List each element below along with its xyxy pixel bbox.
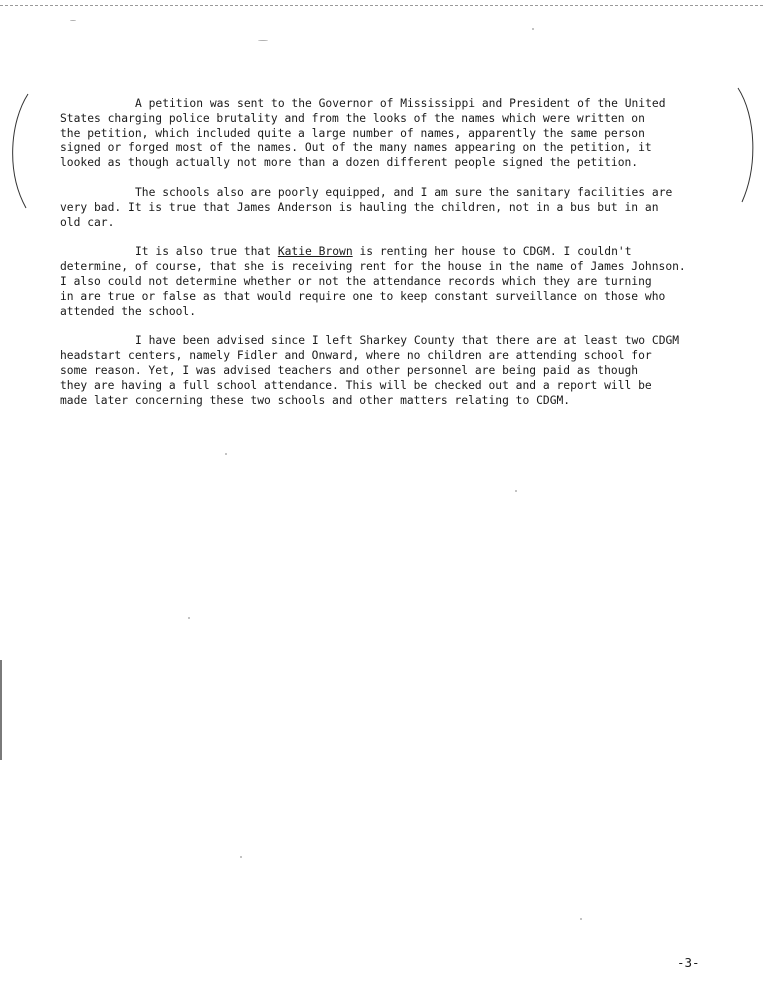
scan-speck <box>532 28 534 30</box>
paragraph-renting <box>60 245 750 319</box>
document-body <box>60 97 750 423</box>
text-line: States charging police brutality and from the looks of the names which were written on <box>60 111 645 125</box>
scan-speck <box>225 453 227 455</box>
scan-edge-mark <box>0 660 2 760</box>
underlined-name: Katie Brown <box>277 245 353 259</box>
text-line: very bad. It is true that James Anderson is hauling the children, not in a bus but in an <box>60 200 659 214</box>
scan-speck <box>188 617 190 619</box>
text-line: they are having a full school attendance. This will be checked out and a report will be <box>60 378 652 392</box>
scan-speck <box>580 918 582 920</box>
page-top-edge <box>0 0 763 6</box>
text-segment: is renting her house to CDGM. I couldn't <box>352 245 632 259</box>
text-line: in are true or false as that would require one to keep constant surveillance on those who <box>60 289 666 303</box>
text-line: signed or forged most of the names. Out of the many names appearing on the petition, it <box>60 141 652 155</box>
text-line: the petition, which included quite a large number of names, apparently the same person <box>60 126 645 140</box>
text-line: I also could not determine whether or not the attendance records which they are turning <box>60 274 652 288</box>
scan-speck <box>240 856 242 858</box>
scan-speck <box>515 490 517 492</box>
scan-speck <box>258 40 268 41</box>
text-line: determine, of course, that she is receiving rent for the house in the name of James Johnson. <box>60 260 686 274</box>
text-line: attended the school. <box>60 304 197 318</box>
text-line: I have been advised since I left Sharkey County that there are at least two CDGM <box>135 334 680 348</box>
paragraph-petition <box>60 97 750 171</box>
text-line: A petition was sent to the Governor of Mississippi and President of the United <box>135 97 666 110</box>
text-line: The schools also are poorly equipped, and I am sure the sanitary facilities are <box>135 185 673 199</box>
text-line <box>60 245 750 260</box>
left-margin-bracket <box>6 92 32 210</box>
paragraph-schools <box>60 186 750 230</box>
text-line: old car. <box>60 215 115 229</box>
scan-speck <box>70 20 76 21</box>
text-line: made later concerning these two schools and other matters relating to CDGM. <box>60 393 571 407</box>
text-line: headstart centers, namely Fidler and Onward, where no children are attending school for <box>60 349 652 363</box>
page-number: -3- <box>677 955 700 970</box>
text-segment: It is also true that <box>135 245 278 259</box>
text-line: looked as though actually not more than a dozen different people signed the petition. <box>60 156 639 170</box>
paragraph-headstart <box>60 334 750 408</box>
text-line: some reason. Yet, I was advised teachers and other personnel are being paid as though <box>60 363 639 377</box>
